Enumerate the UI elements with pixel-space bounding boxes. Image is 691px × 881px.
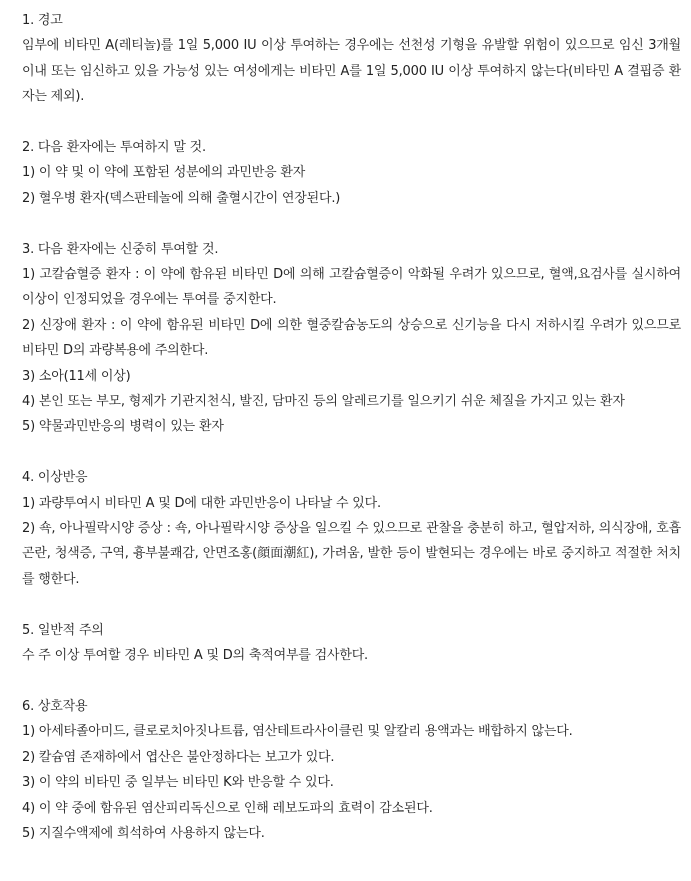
list-item: 1) 과량투여시 비타민 A 및 D에 대한 과민반응이 나타날 수 있다. — [22, 495, 381, 511]
list-item: 4) 본인 또는 부모, 형제가 기관지천식, 발진, 담마진 등의 알레르기를 일으키기 쉬운 체질을 가지고 있는 환자 — [22, 394, 625, 410]
section-paragraph: 수 주 이상 투여할 경우 비타민 A 및 D의 축적여부를 검사한다. — [22, 648, 368, 664]
section-heading: 1. 경고 — [22, 13, 63, 28]
list-item: 5) 지질수액제에 희석하여 사용하지 않는다. — [22, 825, 265, 841]
list-item: 2) 혈우병 환자(덱스판테놀에 의해 출혈시간이 연장된다.) — [22, 190, 341, 206]
section-general-precautions — [22, 618, 681, 669]
section-caution — [22, 237, 681, 440]
section-contraindications — [22, 135, 681, 211]
list-item: 5) 약물과민반응의 병력이 있는 환자 — [22, 419, 224, 435]
list-item: 1) 이 약 및 이 약에 포함된 성분에의 과민반응 환자 — [22, 165, 306, 181]
section-heading: 2. 다음 환자에는 투여하지 말 것. — [22, 140, 206, 156]
list-item: 4) 이 약 중에 함유된 염산피리독신으로 인해 레보도파의 효력이 감소된다. — [22, 800, 433, 816]
list-item: 2) 칼슘염 존재하에서 엽산은 불안정하다는 보고가 있다. — [22, 749, 335, 765]
section-heading: 3. 다음 환자에는 신중히 투여할 것. — [22, 241, 219, 257]
section-warning — [22, 8, 681, 110]
list-item: 2) 쇽, 아나필락시양 증상 : 쇽, 아나필락시양 증상을 일으킬 수 있으므로 관찰을 충분히 하고, 혈압저하, 의식장애, 호흡곤란, 청색증, 구역, 흉부불쾌감, 안면조홍(顔面潮紅), 가려움, 발한 등이 발현되는 경우에는 바로 중지하고 적절한 처치를 행한다. — [22, 521, 681, 587]
section-adverse-reactions — [22, 465, 681, 592]
section-paragraph: 임부에 비타민 A(레티놀)를 1일 5,000 IU 이상 투여하는 경우에는 선천성 기형을 유발할 위험이 있으므로 임신 3개월 이내 또는 임신하고 있을 가능성 있는 여성에게는 비타민 A를 1일 5,000 IU 이상 투여하지 않는다(비타민 A 결핍증 환자는 제외). — [22, 38, 681, 105]
list-item: 1) 고칼슘혈증 환자 : 이 약에 함유된 비타민 D에 의해 고칼슘혈증이 악화될 우려가 있으므로, 혈액,요검사를 실시하여 이상이 인정되었을 경우에는 투여를 중지한다. — [22, 267, 681, 308]
section-heading: 4. 이상반응 — [22, 470, 88, 486]
list-item: 3) 이 약의 비타민 중 일부는 비타민 K와 반응할 수 있다. — [22, 775, 334, 791]
list-item: 2) 신장애 환자 : 이 약에 함유된 비타민 D에 의한 혈중칼슘농도의 상승으로 신기능을 다시 저하시킬 우려가 있으므로 비타민 D의 과량복용에 주의한다. — [22, 317, 681, 359]
section-heading: 5. 일반적 주의 — [22, 622, 104, 638]
section-heading: 6. 상호작용 — [22, 698, 88, 714]
section-interactions — [22, 694, 681, 846]
list-item: 3) 소아(11세 이상) — [22, 368, 131, 384]
list-item: 1) 아세타졸아미드, 클로로치아짓나트륨, 염산테트라사이클린 및 알칼리 용액과는 배합하지 않는다. — [22, 724, 573, 740]
